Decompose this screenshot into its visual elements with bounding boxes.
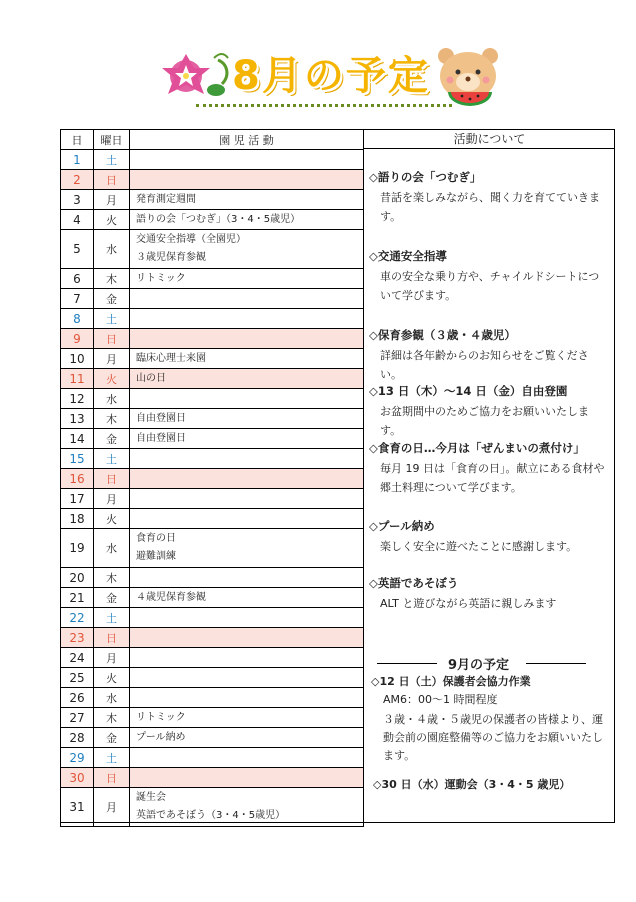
table-row: [61, 210, 364, 230]
cell-weekday: 日: [94, 768, 130, 788]
cell-day: 13: [61, 409, 94, 429]
schedule-table: [60, 129, 364, 827]
cell-weekday: 月: [94, 788, 130, 827]
page-title: 8月の予定: [232, 53, 430, 99]
cell-day: 7: [61, 289, 94, 309]
note-heading: ◇プール納め: [369, 519, 435, 533]
table-row: [61, 389, 364, 409]
cell-activities: [130, 429, 364, 449]
cell-activities: [130, 449, 364, 469]
note-heading: ◇英語であそぼう: [369, 576, 459, 590]
cell-day: 20: [61, 568, 94, 588]
cell-day: 24: [61, 648, 94, 668]
cell-weekday: 金: [94, 588, 130, 608]
cell-activities: [130, 668, 364, 688]
cell-activities: [130, 688, 364, 708]
cell-weekday: 木: [94, 568, 130, 588]
cell-day: 15: [61, 449, 94, 469]
cell-weekday: 土: [94, 608, 130, 628]
cell-weekday: 日: [94, 329, 130, 349]
activity-text: 避難訓練: [136, 551, 176, 562]
cell-activities: [130, 269, 364, 289]
september-item-time: AM6：00～1 時間程度: [383, 693, 498, 706]
activity-text: 臨床心理士来園: [136, 353, 206, 364]
cell-weekday: 金: [94, 289, 130, 309]
cell-activities: [130, 329, 364, 349]
table-row: [61, 648, 364, 668]
activity-text: 食育の日: [136, 533, 176, 544]
cell-weekday: 月: [94, 489, 130, 509]
table-row: [61, 489, 364, 509]
cell-activities: [130, 469, 364, 489]
cell-weekday: 水: [94, 230, 130, 269]
activity-text: 発育測定週間: [136, 194, 196, 205]
note-heading: ◇13 日（木）～14 日（金）自由登園: [369, 384, 568, 398]
page-header: [0, 0, 636, 120]
note-heading: ◇食育の日…今月は「ぜんまいの煮付け」: [369, 441, 585, 455]
cell-weekday: 土: [94, 309, 130, 329]
schedule-body: [61, 150, 364, 827]
cell-activities: [130, 568, 364, 588]
activity-text: ４歳児保育参観: [136, 592, 206, 603]
table-row: [61, 768, 364, 788]
cell-weekday: 金: [94, 429, 130, 449]
cell-day: 2: [61, 170, 94, 190]
cell-day: 23: [61, 628, 94, 648]
cell-day: 29: [61, 748, 94, 768]
activity-text: 誕生会: [136, 792, 166, 803]
cell-activities: [130, 389, 364, 409]
cell-activities: [130, 748, 364, 768]
note-heading: ◇保育参観（３歳・４歳児）: [369, 328, 516, 342]
table-row: [61, 728, 364, 748]
table-row: [61, 329, 364, 349]
activity-text: 交通安全指導（全園児）: [136, 234, 246, 245]
activity-text: 自由登園日: [136, 413, 186, 424]
cell-activities: [130, 309, 364, 329]
cell-weekday: 金: [94, 728, 130, 748]
september-item-heading: ◇12 日（土）保護者会協力作業: [371, 675, 531, 688]
table-row: [61, 788, 364, 827]
cell-day: 27: [61, 708, 94, 728]
note-body: 車の安全な乗り方や、チャイルドシートについて学びます。: [380, 270, 600, 302]
table-row: [61, 529, 364, 568]
cell-day: 3: [61, 190, 94, 210]
note-item: [369, 327, 609, 384]
cell-weekday: 木: [94, 409, 130, 429]
cell-activities: [130, 509, 364, 529]
cell-weekday: 木: [94, 708, 130, 728]
note-body: 楽しく安全に遊べたことに感謝します。: [380, 540, 578, 553]
cell-weekday: 水: [94, 688, 130, 708]
header-activities: 園 児 活 動: [130, 130, 364, 150]
september-item-body: ３歳・４歳・５歳児の保護者の皆様より、運動会前の園庭整備等のご協力をお願いいたします。: [383, 713, 603, 762]
cell-weekday: 火: [94, 509, 130, 529]
note-item: [369, 248, 609, 305]
cell-weekday: 火: [94, 369, 130, 389]
cell-activities: [130, 788, 364, 827]
cell-day: 17: [61, 489, 94, 509]
cell-day: 30: [61, 768, 94, 788]
cell-day: 9: [61, 329, 94, 349]
september-item-sports-day: ◇30 日（水）運動会（3・4・5 歳児）: [373, 778, 571, 791]
cell-weekday: 水: [94, 389, 130, 409]
table-row: [61, 568, 364, 588]
note-body: 昔話を楽しみながら、聞く力を育てていきます。: [380, 191, 600, 223]
activity-text: 語りの会「つむぎ」（3・4・5歳児）: [136, 214, 301, 225]
cell-activities: [130, 230, 364, 269]
table-row: [61, 429, 364, 449]
note-item: [369, 518, 609, 556]
activity-text: プール納め: [136, 732, 186, 743]
bear-watermelon-icon: [430, 46, 510, 108]
table-row: [61, 668, 364, 688]
table-row: [61, 509, 364, 529]
table-row: [61, 230, 364, 269]
cell-day: 12: [61, 389, 94, 409]
header-day: 日: [61, 130, 94, 150]
cell-day: 4: [61, 210, 94, 230]
table-row: [61, 170, 364, 190]
table-row: [61, 469, 364, 489]
cell-activities: [130, 150, 364, 170]
header-weekday: 曜日: [94, 130, 130, 150]
activity-text: 英語であそぼう（3・4・5歳児）: [136, 810, 286, 821]
cell-day: 25: [61, 668, 94, 688]
table-row: [61, 608, 364, 628]
cell-activities: [130, 529, 364, 568]
cell-activities: [130, 210, 364, 230]
table-row: [61, 708, 364, 728]
cell-day: 19: [61, 529, 94, 568]
table-row: [61, 309, 364, 329]
cell-weekday: 土: [94, 748, 130, 768]
cell-activities: [130, 628, 364, 648]
activity-text: リトミック: [136, 273, 186, 284]
september-title: 9月の予定: [371, 654, 586, 673]
cell-day: 21: [61, 588, 94, 608]
note-item: [369, 575, 609, 613]
cell-weekday: 日: [94, 628, 130, 648]
cell-day: 14: [61, 429, 94, 449]
cell-day: 18: [61, 509, 94, 529]
cell-day: 11: [61, 369, 94, 389]
table-row: [61, 449, 364, 469]
cell-day: 16: [61, 469, 94, 489]
cell-weekday: 火: [94, 668, 130, 688]
september-item: [371, 673, 606, 765]
cell-day: 10: [61, 349, 94, 369]
table-row: [61, 588, 364, 608]
cell-weekday: 日: [94, 170, 130, 190]
title-underline: [196, 104, 452, 107]
cell-day: 1: [61, 150, 94, 170]
cell-day: 28: [61, 728, 94, 748]
note-body: お盆期間中のためご協力をお願いいたします。: [380, 405, 589, 437]
cell-activities: [130, 728, 364, 748]
cell-activities: [130, 349, 364, 369]
activity-text: ３歳児保育参観: [136, 252, 206, 263]
cell-activities: [130, 369, 364, 389]
table-row: [61, 269, 364, 289]
cell-day: 8: [61, 309, 94, 329]
cell-activities: [130, 648, 364, 668]
activity-text: リトミック: [136, 712, 186, 723]
cell-weekday: 土: [94, 150, 130, 170]
cell-weekday: 月: [94, 190, 130, 210]
cell-day: 26: [61, 688, 94, 708]
table-row: [61, 409, 364, 429]
note-body: 毎月 19 日は「食育の日」。献立にある食材や郷土料理について学びます。: [380, 462, 605, 494]
cell-weekday: 水: [94, 529, 130, 568]
cell-weekday: 火: [94, 210, 130, 230]
cell-day: 5: [61, 230, 94, 269]
cell-weekday: 日: [94, 469, 130, 489]
note-body: 詳細は各年齢からのお知らせをご覧ください。: [380, 349, 589, 381]
activity-text: 山の日: [136, 373, 166, 384]
cell-activities: [130, 409, 364, 429]
notes-header: 活動について: [363, 129, 615, 149]
note-item: [369, 440, 609, 497]
cell-weekday: 月: [94, 648, 130, 668]
cell-day: 31: [61, 788, 94, 827]
note-item: [369, 169, 609, 226]
note-heading: ◇語りの会「つむぎ」: [369, 170, 482, 184]
cell-activities: [130, 588, 364, 608]
table-row: [61, 369, 364, 389]
cell-activities: [130, 489, 364, 509]
table-row: [61, 349, 364, 369]
table-row: [61, 150, 364, 170]
cell-day: 22: [61, 608, 94, 628]
table-row: [61, 628, 364, 648]
cell-weekday: 土: [94, 449, 130, 469]
cell-activities: [130, 708, 364, 728]
table-row: [61, 748, 364, 768]
note-heading: ◇交通安全指導: [369, 249, 447, 263]
cell-weekday: 月: [94, 349, 130, 369]
table-header-row: [61, 130, 364, 150]
activity-text: 自由登園日: [136, 433, 186, 444]
table-row: [61, 688, 364, 708]
cell-activities: [130, 170, 364, 190]
note-item: [369, 383, 609, 440]
cell-activities: [130, 608, 364, 628]
cell-activities: [130, 768, 364, 788]
note-body: ALT と遊びながら英語に親しみます: [380, 597, 557, 610]
cell-day: 6: [61, 269, 94, 289]
table-row: [61, 190, 364, 210]
cell-activities: [130, 289, 364, 309]
table-row: [61, 289, 364, 309]
morning-glory-icon: [158, 50, 232, 106]
cell-activities: [130, 190, 364, 210]
cell-weekday: 木: [94, 269, 130, 289]
